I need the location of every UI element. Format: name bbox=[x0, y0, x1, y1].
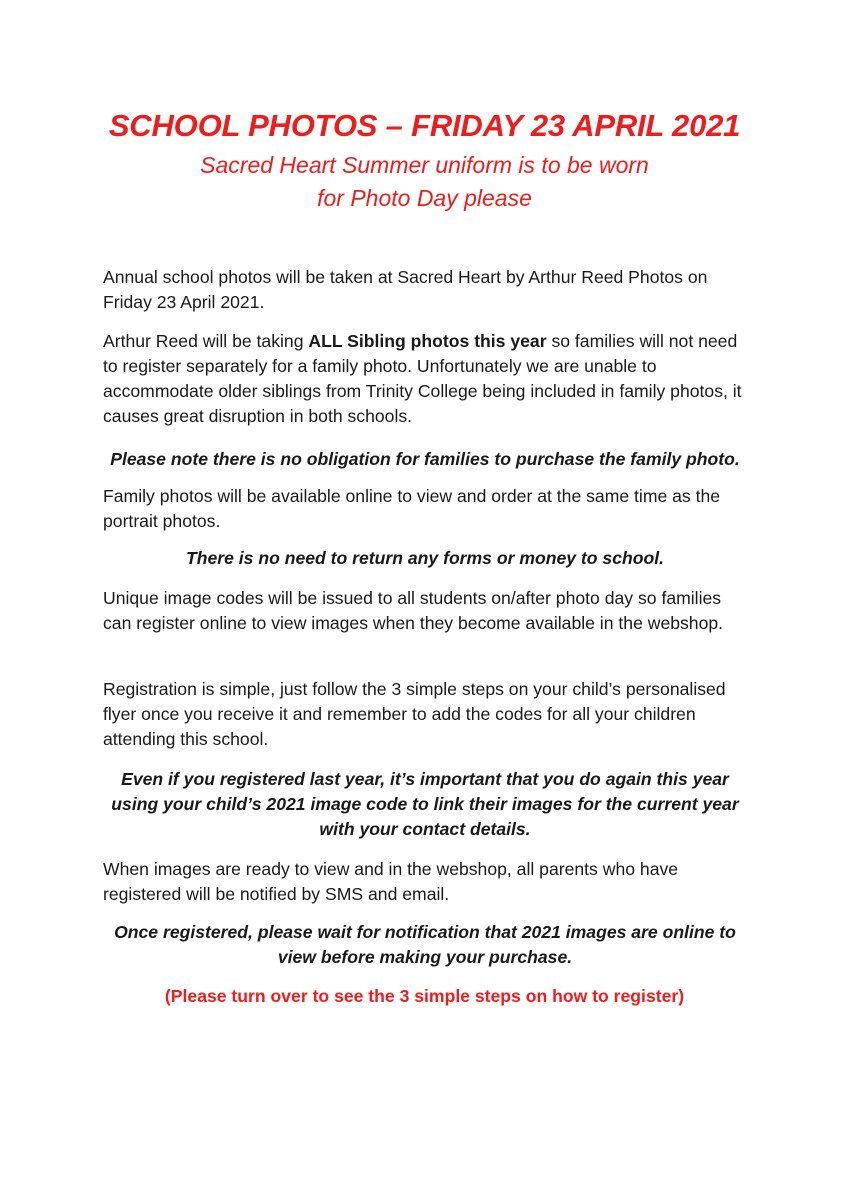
note-register-again-line-2: using your child’s 2021 image code to link their images for the current year bbox=[111, 794, 739, 814]
page-title: SCHOOL PHOTOS – FRIDAY 23 APRIL 2021 bbox=[108, 108, 741, 143]
note-wait-line-2: view before making your purchase. bbox=[277, 947, 573, 967]
note-register-again-line-3: with your contact details. bbox=[319, 819, 531, 839]
subtitle-line-1: Sacred Heart Summer uniform is to be worn bbox=[200, 152, 649, 178]
sibling-text-start: Arthur Reed will be taking bbox=[103, 331, 309, 351]
sibling-text-end: so families will not need to register separately for a family photo. Unfortunately we are unable to accommodate older siblings from Trinity College being included in family photos, it causes great disruption in both schools. bbox=[103, 331, 742, 426]
paragraph-notification: When images are ready to view and in the webshop, all parents who have registered will be notified by SMS and email. bbox=[103, 859, 679, 904]
paragraph-registration: Registration is simple, just follow the 3 simple steps on your child’s personalised flyer once you receive it and remember to add the codes for all your children attending this school. bbox=[103, 679, 726, 749]
note-wait-notification bbox=[95, 920, 755, 970]
note-no-forms: There is no need to return any forms or money to school. bbox=[185, 548, 665, 568]
page-subtitle bbox=[0, 149, 849, 215]
sibling-text-bold: ALL Sibling photos this year bbox=[308, 331, 547, 351]
note-register-again bbox=[95, 767, 755, 842]
paragraph-image-codes: Unique image codes will be issued to all students on/after photo day so families can register online to view images when they become available in the webshop. bbox=[103, 588, 724, 633]
subtitle-line-2: for Photo Day please bbox=[317, 185, 532, 211]
paragraph-family-photos: Family photos will be available online to view and order at the same time as the portrait photos. bbox=[103, 486, 721, 531]
note-wait-line-1: Once registered, please wait for notification that 2021 images are online to bbox=[114, 922, 736, 942]
paragraph-sibling-photos bbox=[103, 329, 753, 429]
paragraph-photo-date: Annual school photos will be taken at Sacred Heart by Arthur Reed Photos on Friday 23 April 2021. bbox=[103, 267, 708, 312]
note-no-obligation: Please note there is no obligation for families to purchase the family photo. bbox=[110, 449, 740, 469]
note-register-again-line-1: Even if you registered last year, it’s important that you do again this year bbox=[121, 769, 729, 789]
turn-over-note: (Please turn over to see the 3 simple steps on how to register) bbox=[164, 986, 685, 1006]
